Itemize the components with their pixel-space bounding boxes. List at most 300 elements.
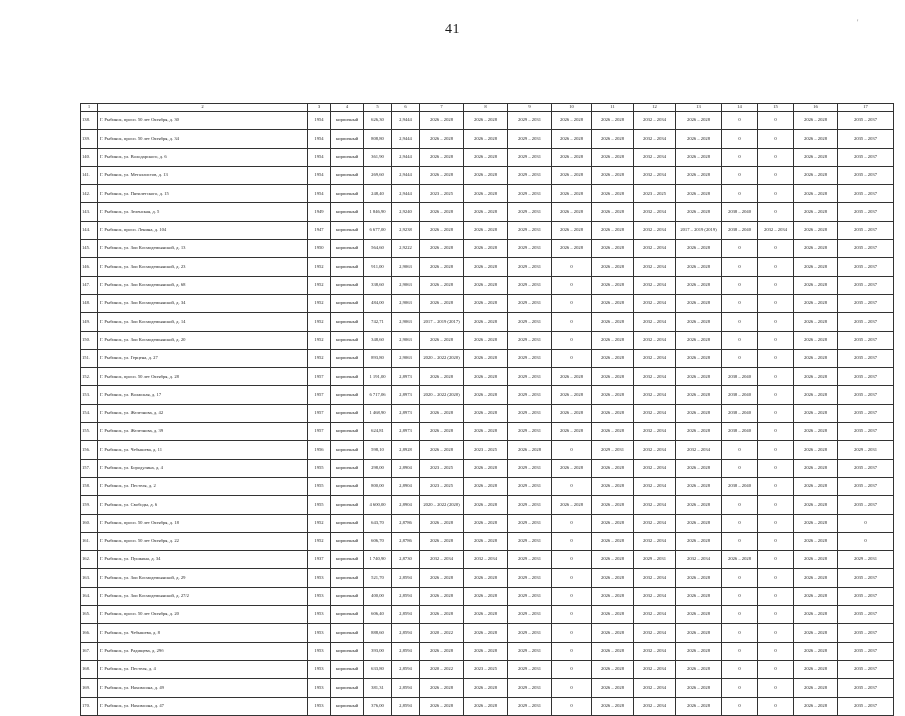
table-cell: 2029 – 2031 (508, 587, 552, 605)
table-row (81, 660, 894, 678)
table-cell: 2032 – 2034 (634, 606, 676, 624)
row-number-cell: 152. (81, 368, 98, 386)
table-cell: 2026 – 2028 (420, 166, 464, 184)
table-cell: 2026 – 2028 (794, 459, 838, 477)
table-cell: 2029 – 2031 (508, 496, 552, 514)
table-cell: 1953 (308, 587, 331, 605)
table-cell: 2032 – 2034 (634, 587, 676, 605)
table-cell: 2023 – 2025 (420, 459, 464, 477)
table-cell: 2026 – 2028 (676, 130, 722, 148)
table-cell: 0 (552, 258, 592, 276)
table-row (81, 496, 894, 514)
table-row (81, 551, 894, 569)
table-cell: 2026 – 2028 (552, 112, 592, 130)
table-cell: кирпичный (331, 386, 364, 404)
row-number-cell: 158. (81, 477, 98, 495)
table-cell: 2029 – 2031 (508, 386, 552, 404)
table-cell: 2026 – 2028 (592, 166, 634, 184)
table-cell: кирпичный (331, 294, 364, 312)
table-cell: 2026 – 2028 (464, 331, 508, 349)
column-header-7: 7 (420, 104, 464, 112)
table-cell: 521,70 (364, 569, 392, 587)
row-number-cell: 146. (81, 258, 98, 276)
table-cell: 2026 – 2028 (794, 130, 838, 148)
table-cell: 0 (722, 679, 758, 697)
table-cell: кирпичный (331, 148, 364, 166)
table-cell: 2035 – 2037 (838, 697, 894, 715)
column-header-6: 6 (392, 104, 420, 112)
row-number-cell: 145. (81, 240, 98, 258)
column-header-4: 4 (331, 104, 364, 112)
table-cell: 1952 (308, 313, 331, 331)
table-cell: 0 (758, 331, 794, 349)
table-cell: 0 (758, 551, 794, 569)
table-cell: 2,8594 (392, 606, 420, 624)
table-cell: 2035 – 2037 (838, 221, 894, 239)
table-cell: 1952 (308, 514, 331, 532)
table-cell: 0 (552, 441, 592, 459)
table-cell: 2020 – 2022 (2020) (420, 349, 464, 367)
table-cell: 2026 – 2028 (552, 130, 592, 148)
table-cell: 1953 (308, 569, 331, 587)
table-cell: 2035 – 2037 (838, 294, 894, 312)
table-cell: 2032 – 2034 (634, 313, 676, 331)
table-cell: 1953 (308, 642, 331, 660)
table-cell: 0 (758, 587, 794, 605)
table-cell: 0 (552, 660, 592, 678)
table-row (81, 240, 894, 258)
table-cell: 2026 – 2028 (592, 679, 634, 697)
table-cell: 2026 – 2028 (420, 423, 464, 441)
table-cell: 2023 – 2025 (464, 441, 508, 459)
table-cell: 0 (758, 276, 794, 294)
table-cell: 2032 – 2034 (634, 294, 676, 312)
table-row (81, 679, 894, 697)
table-cell: 2029 – 2031 (508, 240, 552, 258)
table-cell: кирпичный (331, 551, 364, 569)
row-number-cell: 165. (81, 606, 98, 624)
table-cell: 2,9240 (392, 203, 420, 221)
table-cell: 2026 – 2028 (794, 240, 838, 258)
table-cell: 2026 – 2028 (420, 679, 464, 697)
row-number-cell: 162. (81, 551, 98, 569)
table-cell: 2026 – 2028 (794, 221, 838, 239)
table-cell: 0 (552, 331, 592, 349)
table-cell: 0 (722, 130, 758, 148)
table-cell: 2017 – 2019 (2017) (420, 313, 464, 331)
table-cell: 0 (722, 606, 758, 624)
table-cell: 0 (722, 294, 758, 312)
table-cell: 2026 – 2028 (592, 331, 634, 349)
table-cell: 0 (758, 294, 794, 312)
table-cell: 0 (722, 587, 758, 605)
table-cell: 1954 (308, 148, 331, 166)
table-cell: 0 (722, 697, 758, 715)
table-cell: 1947 (308, 221, 331, 239)
table-cell: 2026 – 2028 (464, 294, 508, 312)
table-cell: 2029 – 2031 (508, 697, 552, 715)
table-cell: 2032 – 2034 (634, 349, 676, 367)
table-cell: 2035 – 2037 (838, 112, 894, 130)
table-cell: 1 191,00 (364, 368, 392, 386)
table-cell: кирпичный (331, 349, 364, 367)
table-cell: 2032 – 2034 (634, 112, 676, 130)
table-cell: 2026 – 2028 (464, 349, 508, 367)
table-cell: 0 (552, 276, 592, 294)
table-cell: 2026 – 2028 (464, 642, 508, 660)
table-cell: 2026 – 2028 (420, 203, 464, 221)
table-cell: 2026 – 2028 (464, 221, 508, 239)
table-cell: 2026 – 2028 (592, 624, 634, 642)
table-cell: 2035 – 2037 (838, 679, 894, 697)
row-number-cell: 139. (81, 130, 98, 148)
table-cell: 0 (552, 587, 592, 605)
table-cell: 1957 (308, 386, 331, 404)
table-cell: 2026 – 2028 (676, 697, 722, 715)
table-cell: 2026 – 2028 (592, 148, 634, 166)
column-header-8: 8 (464, 104, 508, 112)
table-cell: 2035 – 2037 (838, 276, 894, 294)
table-cell: 1957 (308, 423, 331, 441)
table-cell: 0 (722, 276, 758, 294)
table-cell: кирпичный (331, 569, 364, 587)
table-cell: 2,8973 (392, 368, 420, 386)
table-cell: 2029 – 2031 (508, 294, 552, 312)
table-cell: 2026 – 2028 (676, 477, 722, 495)
table-cell: 2032 – 2034 (634, 459, 676, 477)
table-cell: кирпичный (331, 112, 364, 130)
table-cell: 2,8786 (392, 514, 420, 532)
table-cell: 2026 – 2028 (794, 112, 838, 130)
table-cell: 2029 – 2031 (508, 276, 552, 294)
address-cell: Г. Рыбинск, ул. Пестеля, д. 4 (98, 660, 308, 678)
table-cell: 2026 – 2028 (676, 679, 722, 697)
table-row (81, 606, 894, 624)
table-cell: 2035 – 2037 (838, 148, 894, 166)
row-number-cell: 144. (81, 221, 98, 239)
table-cell: 2026 – 2028 (794, 258, 838, 276)
table-cell: кирпичный (331, 166, 364, 184)
table-cell: 0 (758, 514, 794, 532)
table-cell: 2,9444 (392, 185, 420, 203)
table-cell: 1952 (308, 258, 331, 276)
table-cell: 2029 – 2031 (508, 258, 552, 276)
table-cell: 376,00 (364, 697, 392, 715)
table-row (81, 258, 894, 276)
table-cell: 2,8594 (392, 587, 420, 605)
table-cell: 633,80 (364, 660, 392, 678)
table-cell: 2020 – 2022 (420, 660, 464, 678)
table-cell: 2026 – 2028 (464, 276, 508, 294)
table-cell: 2029 – 2031 (508, 551, 552, 569)
address-cell: Г. Рыбинск, просп. 50 лет Октября, д. 30 (98, 112, 308, 130)
table-cell: 2035 – 2037 (838, 203, 894, 221)
table-cell: кирпичный (331, 276, 364, 294)
table-cell: 2032 – 2034 (634, 166, 676, 184)
table-cell: кирпичный (331, 130, 364, 148)
table-cell: 0 (552, 294, 592, 312)
address-cell: Г. Рыбинск, ул. Нахимсона, д. 49 (98, 679, 308, 697)
table-cell: 2026 – 2028 (676, 496, 722, 514)
table-cell: 2,9238 (392, 221, 420, 239)
table-cell: 2026 – 2028 (592, 313, 634, 331)
table-cell: 2026 – 2028 (552, 166, 592, 184)
table-cell: 0 (758, 569, 794, 587)
table-row (81, 349, 894, 367)
table-cell: 2026 – 2028 (794, 477, 838, 495)
table-cell: 0 (552, 313, 592, 331)
table-cell: 338,60 (364, 276, 392, 294)
table-cell: 2029 – 2031 (508, 459, 552, 477)
table-cell: 0 (758, 112, 794, 130)
table-cell: 2026 – 2028 (794, 606, 838, 624)
table-cell: 2026 – 2028 (794, 624, 838, 642)
table-cell: 2026 – 2028 (464, 624, 508, 642)
table-cell: 2,8786 (392, 532, 420, 550)
table-cell: 606,40 (364, 606, 392, 624)
table-cell: 2,9063 (392, 349, 420, 367)
row-number-cell: 142. (81, 185, 98, 203)
table-cell: 2029 – 2031 (508, 606, 552, 624)
table-cell: кирпичный (331, 404, 364, 422)
table-cell: 2029 – 2031 (508, 130, 552, 148)
table-cell: 911,00 (364, 258, 392, 276)
table-cell: 2032 – 2034 (634, 514, 676, 532)
table-cell: 2032 – 2034 (634, 221, 676, 239)
table-cell: 2029 – 2031 (508, 221, 552, 239)
address-cell: Г. Рыбинск, ул. Пушкина, д. 34 (98, 551, 308, 569)
table-cell: 400,00 (364, 587, 392, 605)
table-cell: 2026 – 2028 (464, 569, 508, 587)
table-row (81, 185, 894, 203)
table-cell: 2032 – 2034 (758, 221, 794, 239)
table-cell: 0 (722, 496, 758, 514)
table-cell: 0 (758, 404, 794, 422)
table-cell: 0 (722, 459, 758, 477)
table-cell: 2026 – 2028 (676, 642, 722, 660)
table-cell: 1952 (308, 532, 331, 550)
table-cell: 2026 – 2028 (420, 112, 464, 130)
table-cell: 1954 (308, 130, 331, 148)
table-cell: 2026 – 2028 (676, 459, 722, 477)
table-cell: кирпичный (331, 514, 364, 532)
table-cell: 2026 – 2028 (592, 532, 634, 550)
table-cell: 0 (758, 130, 794, 148)
table-cell: 2026 – 2028 (592, 660, 634, 678)
row-number-cell: 148. (81, 294, 98, 312)
table-cell: 2,8904 (392, 496, 420, 514)
table-cell: 1953 (308, 660, 331, 678)
table-cell: 2026 – 2028 (794, 660, 838, 678)
table-cell: 2032 – 2034 (634, 148, 676, 166)
table-cell: 0 (552, 514, 592, 532)
table-cell: 2032 – 2034 (634, 368, 676, 386)
table-cell: 2026 – 2028 (464, 185, 508, 203)
table-cell: 564,60 (364, 240, 392, 258)
table-cell: 2035 – 2037 (838, 496, 894, 514)
row-number-cell: 151. (81, 349, 98, 367)
table-cell: 0 (758, 532, 794, 550)
row-number-cell: 168. (81, 660, 98, 678)
table-cell: 2029 – 2031 (508, 642, 552, 660)
table-cell: 0 (722, 166, 758, 184)
table-cell: 2026 – 2028 (508, 441, 552, 459)
table-cell: 2032 – 2034 (634, 130, 676, 148)
table-cell: 2038 – 2040 (722, 221, 758, 239)
table-row (81, 514, 894, 532)
table-cell: 0 (758, 642, 794, 660)
table-cell: 0 (552, 679, 592, 697)
table-cell: 2,8904 (392, 477, 420, 495)
table-row (81, 423, 894, 441)
column-header-13: 13 (676, 104, 722, 112)
table-cell: 1952 (308, 294, 331, 312)
table-cell: 1955 (308, 459, 331, 477)
table-cell: 0 (552, 349, 592, 367)
table-cell: 2026 – 2028 (464, 240, 508, 258)
table-cell: 1953 (308, 697, 331, 715)
table-cell: 484,00 (364, 294, 392, 312)
table-row (81, 404, 894, 422)
table-cell: 2026 – 2028 (676, 569, 722, 587)
address-cell: Г. Рыбинск, ул. Зои Космодемьянской, д. 27/2 (98, 587, 308, 605)
table-cell: кирпичный (331, 203, 364, 221)
address-cell: Г. Рыбинск, ул. Зеленская, д. 5 (98, 203, 308, 221)
table-cell: 2026 – 2028 (794, 294, 838, 312)
table-cell: 0 (758, 496, 794, 514)
table-cell: 2026 – 2028 (420, 258, 464, 276)
table-row (81, 203, 894, 221)
table-cell: 2032 – 2034 (634, 624, 676, 642)
table-row (81, 459, 894, 477)
table-cell: 1949 (308, 203, 331, 221)
table-cell: 2029 – 2031 (508, 532, 552, 550)
table-row (81, 642, 894, 660)
table-cell: 2026 – 2028 (464, 368, 508, 386)
table-cell: 2026 – 2028 (420, 587, 464, 605)
table-cell: 2026 – 2028 (794, 697, 838, 715)
table-cell: 2038 – 2040 (722, 386, 758, 404)
table-cell: 2026 – 2028 (794, 185, 838, 203)
table-cell: 2026 – 2028 (592, 514, 634, 532)
table-cell: 2,9444 (392, 148, 420, 166)
table-cell: 2026 – 2028 (794, 166, 838, 184)
address-cell: Г. Рыбинск, просп. Ленина, д. 104 (98, 221, 308, 239)
table-cell: 2035 – 2037 (838, 477, 894, 495)
address-cell: Г. Рыбинск, ул. Пятилетского, д. 15 (98, 185, 308, 203)
table-cell: 2026 – 2028 (464, 697, 508, 715)
table-cell: 2032 – 2034 (634, 697, 676, 715)
table-cell: 2,9222 (392, 240, 420, 258)
table-cell: 2026 – 2028 (464, 148, 508, 166)
row-number-cell: 141. (81, 166, 98, 184)
table-cell: 2029 – 2031 (838, 551, 894, 569)
table-cell: 2035 – 2037 (838, 130, 894, 148)
table-cell: 643,70 (364, 514, 392, 532)
table-cell: 1950 (308, 240, 331, 258)
table-cell: 2026 – 2028 (592, 349, 634, 367)
table-cell: 2035 – 2037 (838, 185, 894, 203)
schedule-table (80, 103, 894, 716)
table-cell: 2,8973 (392, 386, 420, 404)
table-cell: 2020 – 2022 (2020) (420, 386, 464, 404)
table-cell: 1937 (308, 551, 331, 569)
table-cell: 4 600,00 (364, 496, 392, 514)
table-cell: 2026 – 2028 (464, 166, 508, 184)
table-cell: 2026 – 2028 (592, 276, 634, 294)
table-row (81, 386, 894, 404)
table-cell: 2032 – 2034 (634, 240, 676, 258)
table-cell: 2026 – 2028 (464, 514, 508, 532)
table-cell: 2026 – 2028 (420, 221, 464, 239)
table-cell: 0 (838, 514, 894, 532)
table-cell: кирпичный (331, 587, 364, 605)
table-cell: 2026 – 2028 (420, 276, 464, 294)
table-cell: кирпичный (331, 313, 364, 331)
table-cell: 2026 – 2028 (464, 587, 508, 605)
table-row (81, 166, 894, 184)
table-row (81, 112, 894, 130)
column-header-9: 9 (508, 104, 552, 112)
table-cell: 2029 – 2031 (508, 569, 552, 587)
table-cell: 2026 – 2028 (676, 660, 722, 678)
table-cell: 893,80 (364, 349, 392, 367)
table-cell: 2026 – 2028 (676, 313, 722, 331)
address-cell: Г. Рыбинск, ул. Железнова, д. 42 (98, 404, 308, 422)
table-cell: 0 (552, 624, 592, 642)
table-cell: 0 (722, 112, 758, 130)
table-cell: 2026 – 2028 (676, 624, 722, 642)
table-cell: 2029 – 2031 (508, 368, 552, 386)
table-header-row (81, 104, 894, 112)
table-cell: кирпичный (331, 221, 364, 239)
table-cell: 2026 – 2028 (794, 404, 838, 422)
table-cell: 2032 – 2034 (634, 258, 676, 276)
address-cell: Г. Рыбинск, ул. Зои Космодемьянской, д. 34 (98, 294, 308, 312)
table-cell: 2026 – 2028 (592, 697, 634, 715)
table-cell: 2029 – 2031 (508, 514, 552, 532)
table-cell: 2026 – 2028 (552, 368, 592, 386)
table-cell: 2029 – 2031 (508, 477, 552, 495)
table-cell: 2035 – 2037 (838, 404, 894, 422)
row-number-cell: 169. (81, 679, 98, 697)
address-cell: Г. Рыбинск, ул. Зои Космодемьянской, д. 29 (98, 569, 308, 587)
table-cell: 2032 – 2034 (634, 404, 676, 422)
table-cell: 2026 – 2028 (592, 477, 634, 495)
table-cell: 2026 – 2028 (794, 368, 838, 386)
column-header-11: 11 (592, 104, 634, 112)
table-cell: 0 (758, 477, 794, 495)
table-cell: 2026 – 2028 (420, 697, 464, 715)
table-cell: 2032 – 2034 (634, 203, 676, 221)
table-cell: 624,81 (364, 423, 392, 441)
table-row (81, 477, 894, 495)
table-cell: 2026 – 2028 (592, 423, 634, 441)
table-cell: 2029 – 2031 (508, 112, 552, 130)
address-cell: Г. Рыбинск, ул. Пестеля, д. 2 (98, 477, 308, 495)
table-cell: 0 (722, 624, 758, 642)
table-cell: кирпичный (331, 477, 364, 495)
column-header-16: 16 (794, 104, 838, 112)
table-cell: 1 468,90 (364, 404, 392, 422)
table-cell: кирпичный (331, 423, 364, 441)
table-cell: 0 (722, 441, 758, 459)
table-cell: 2026 – 2028 (464, 130, 508, 148)
table-row (81, 368, 894, 386)
table-row (81, 441, 894, 459)
table-cell: 2026 – 2028 (420, 606, 464, 624)
table-cell: 2029 – 2031 (508, 185, 552, 203)
